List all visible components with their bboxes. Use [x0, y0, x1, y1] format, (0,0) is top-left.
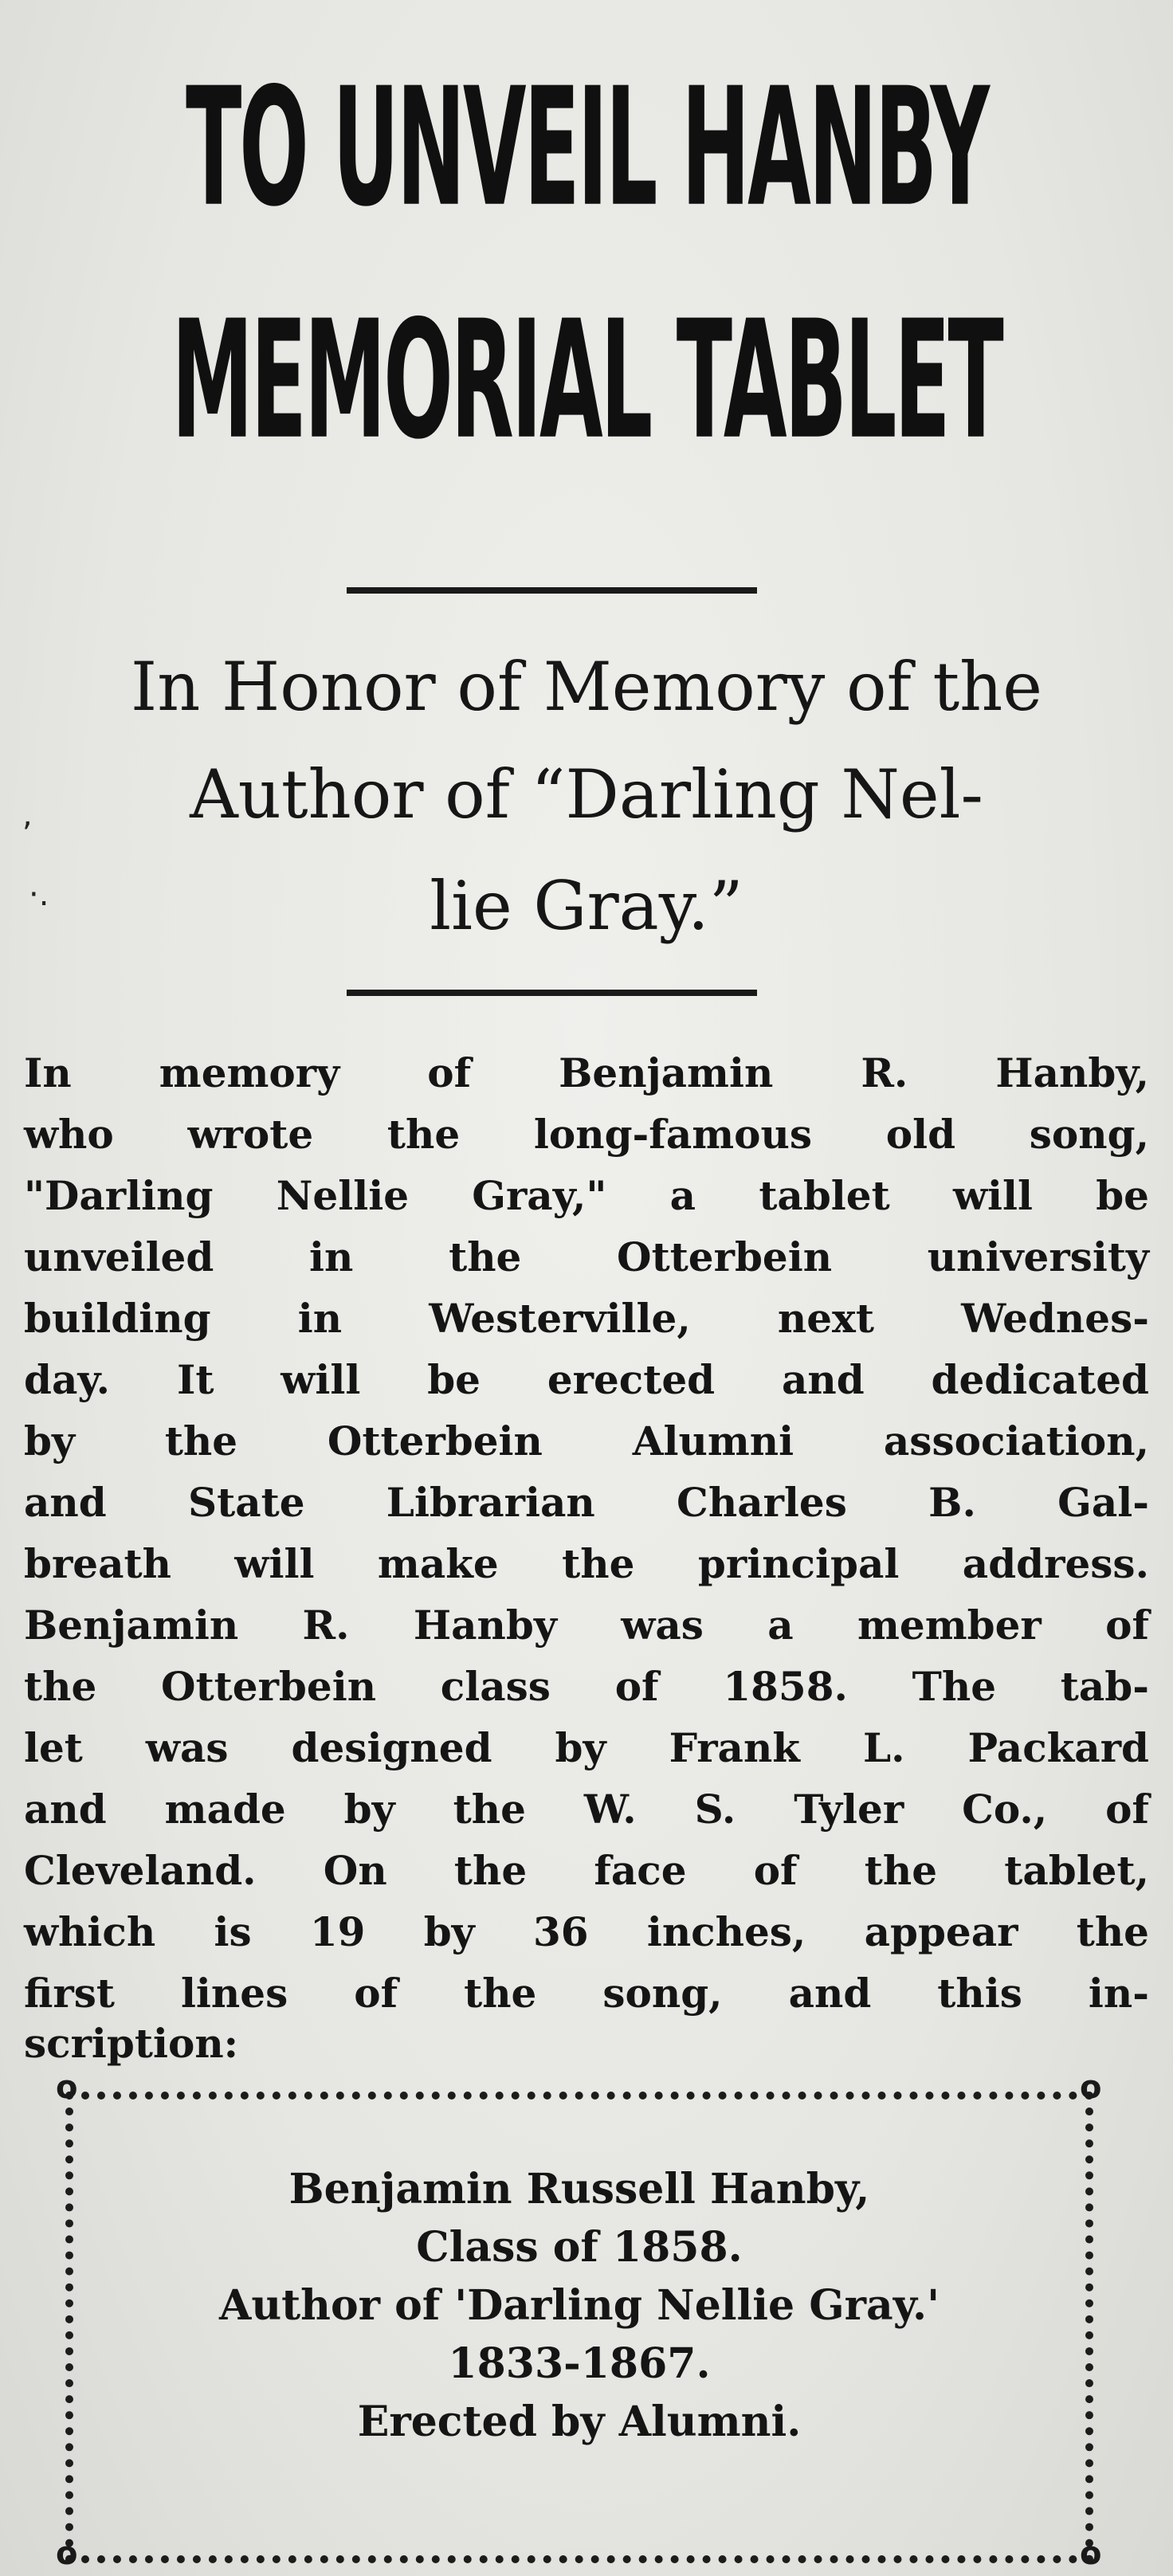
subheading-line-3: lie Gray.” [430, 867, 743, 945]
inscription-line: Author of 'Darling Nellie Gray.' [218, 2281, 940, 2330]
body-line: and made by the W. S. Tyler Co., of [24, 1786, 1149, 1833]
body-line: building in Westerville, next Wednes- [24, 1295, 1149, 1342]
inscription-line: Class of 1858. [416, 2223, 743, 2272]
subheading-line-2: Author of “Darling Nel- [190, 755, 983, 833]
body-line: unveiled in the Otterbein university [24, 1233, 1149, 1280]
frame-corner-mark: o [1080, 2535, 1102, 2572]
body-line: "Darling Nellie Gray," a tablet will be [24, 1172, 1149, 1219]
inscription-line: Erected by Alumni. [357, 2398, 802, 2446]
frame-corner-mark: o [56, 2535, 78, 2572]
body-line: let was designed by Frank L. Packard [24, 1724, 1149, 1771]
body-line: Benjamin R. Hanby was a member of [24, 1602, 1149, 1649]
body-line: In memory of Benjamin R. Hanby, [24, 1049, 1149, 1096]
headline-line-1: TO UNVEIL HANBY [186, 53, 987, 244]
print-speck: ·. [29, 876, 49, 913]
headline-divider [347, 587, 757, 594]
body-line: by the Otterbein Alumni association, [24, 1417, 1149, 1464]
inscription-line: 1833-1867. [448, 2339, 711, 2388]
subheading-divider [347, 990, 757, 996]
frame-corner-mark: o [56, 2069, 78, 2106]
body-line: scription: [24, 2020, 239, 2067]
frame-corner-mark: o [1080, 2069, 1102, 2106]
subheading-line-1: In Honor of Memory of the [131, 648, 1042, 726]
body-line: Cleveland. On the face of the tablet, [24, 1847, 1149, 1894]
body-line: the Otterbein class of 1858. The tab- [24, 1663, 1149, 1710]
body-line: day. It will be erected and dedicated [24, 1356, 1149, 1403]
print-speck: , [22, 797, 33, 833]
inscription-line: Benjamin Russell Hanby, [288, 2165, 870, 2213]
body-line: which is 19 by 36 inches, appear the [24, 1908, 1149, 1955]
body-line: who wrote the long-famous old song, [24, 1111, 1149, 1158]
headline-line-2: MEMORIAL TABLET [171, 285, 1002, 476]
body-line: breath will make the principal address. [24, 1540, 1149, 1587]
body-line: first lines of the song, and this in- [24, 1970, 1149, 2017]
body-line: and State Librarian Charles B. Gal- [24, 1479, 1149, 1526]
